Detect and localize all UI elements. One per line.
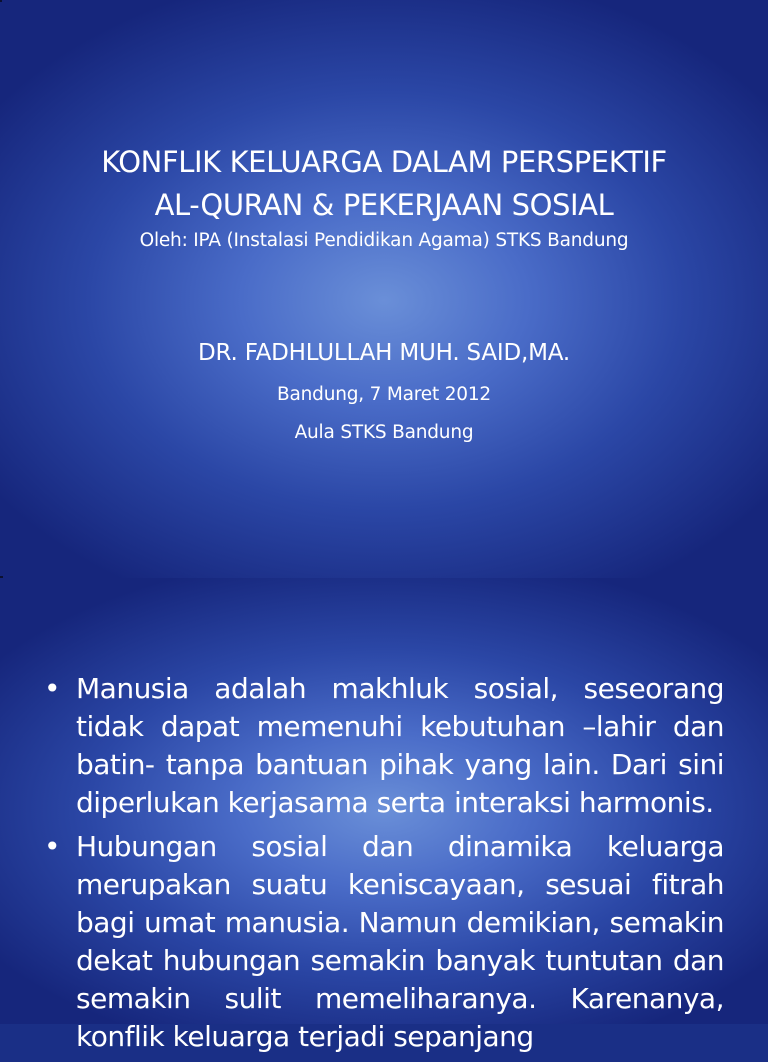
content-slide bbox=[0, 578, 768, 1053]
slide-corner-mark bbox=[0, 0, 2, 2]
bullet-list bbox=[44, 670, 724, 1062]
bullet-icon: • bbox=[44, 672, 61, 705]
bullet-text: Manusia adalah makhluk sosial, seseorang tidak dapat memenuhi kebutuhan –lahir dan batin- tanpa bantuan pihak yang lain. Dari sini diperlukan kerjasama serta interaksi harmonis. bbox=[76, 672, 724, 819]
slide-title-line2: AL-QURAN & PEKERJAAN SOSIAL bbox=[154, 188, 614, 222]
presentation-date: Bandung, 7 Maret 2012 bbox=[277, 384, 491, 405]
presenter-block bbox=[0, 338, 768, 452]
title-block bbox=[0, 141, 768, 253]
presentation-venue: Aula STKS Bandung bbox=[294, 422, 474, 443]
bullet-item bbox=[44, 828, 724, 1056]
bullet-item bbox=[44, 670, 724, 822]
slide-subtitle: Oleh: IPA (Instalasi Pendidikan Agama) STKS Bandung bbox=[139, 230, 629, 251]
bullet-icon: • bbox=[44, 830, 61, 863]
presenter-name: DR. FADHLULLAH MUH. SAID,MA. bbox=[198, 340, 570, 366]
bullet-text: Hubungan sosial dan dinamika keluarga merupakan suatu keniscayaan, sesuai fitrah bagi umat manusia. Namun demikian, semakin dekat hubungan semakin banyak tuntutan dan semakin sulit memeliharanya. Karenanya, konflik keluarga terjadi sepanjang bbox=[76, 830, 724, 1053]
slide-title-line1: KONFLIK KELUARGA DALAM PERSPEKTIF bbox=[101, 145, 667, 179]
